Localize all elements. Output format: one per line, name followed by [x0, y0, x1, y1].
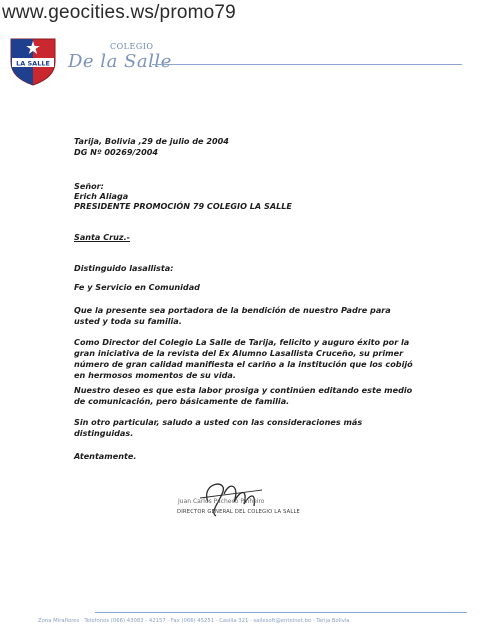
paragraph-congratulations: Como Director del Colegio La Salle de Tarija, felicito y auguro éxito por la gran iniciativa de la revista del Ex Alumno Lasallista Cruceño, su primer número de gran calidad manifiesta el cariño a la institución que los cobijó en hermosos momentos de su vida.: [74, 337, 413, 380]
college-script-logo: De la Salle: [68, 51, 172, 72]
footer-rule: [95, 612, 467, 613]
recipient-position: PRESIDENTE PROMOCIÓN 79 COLEGIO LA SALLE: [74, 201, 292, 211]
watermark-url: www.geocities.ws/promo79: [2, 2, 236, 23]
place-date: Tarija, Bolivia ,29 de julio de 2004: [74, 136, 229, 146]
paragraph-wish: Nuestro deseo es que esta labor prosiga y continúen editando este medio de comunicación, pero básicamente de familia.: [74, 385, 413, 406]
closing: Atentamente.: [74, 451, 137, 461]
signatory-name: Juan Carlos Pacheco Pinheiro: [178, 498, 265, 505]
reference-number: DG Nº 00269/2004: [74, 147, 158, 157]
salutation-title: Señor:: [74, 181, 104, 191]
greeting: Distinguido lasallista:: [74, 263, 174, 273]
paragraph-blessing: Que la presente sea portadora de la bendición de nuestro Padre para usted y toda su familia.: [74, 305, 391, 326]
paragraph-farewell: Sin otro particular, saludo a usted con las consideraciones más distinguidas.: [74, 417, 363, 438]
recipient-name: Erich Aliaga: [74, 191, 129, 201]
letterhead: [0, 0, 490, 90]
recipient-city: Santa Cruz.-: [74, 232, 131, 242]
crest-label: LA SALLE: [16, 59, 50, 68]
motto: Fe y Servicio en Comunidad: [74, 282, 200, 292]
la-salle-crest-icon: [9, 36, 57, 86]
footer-contact: Zona Miraflores · Telefonos (066) 43083 - 42157 · Fax (066) 45251 · Casilla 321 · sallesoft@entelnet.bo · Tarija Bolivia: [38, 618, 350, 624]
letterhead-rule: [152, 64, 462, 65]
college-label: COLEGIO: [110, 42, 154, 51]
signatory-title: DIRECTOR GENERAL DEL COLEGIO LA SALLE: [177, 509, 301, 515]
